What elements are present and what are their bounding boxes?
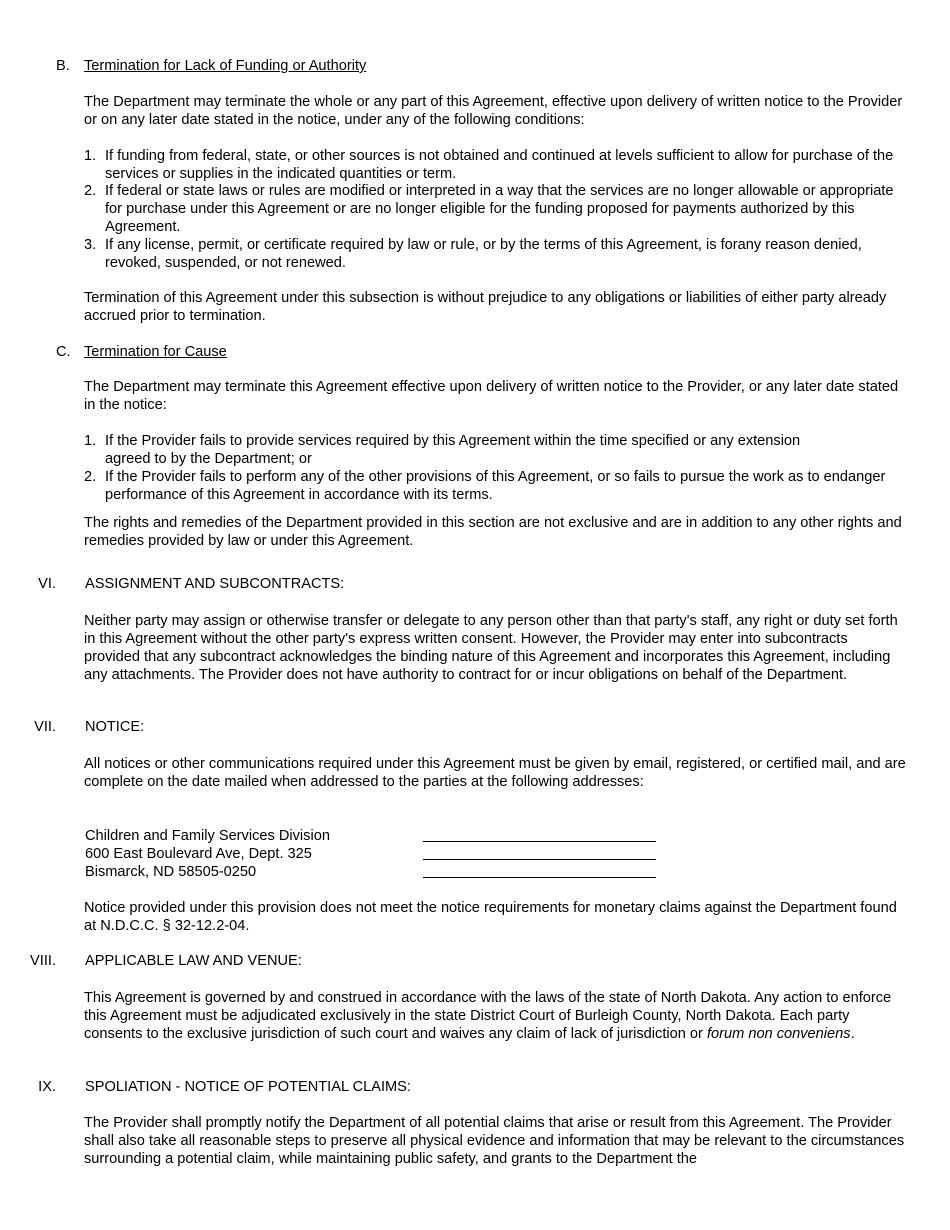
list-text: If any license, permit, or certificate required by law or rule, or by the terms of this Agreement, is forany reason denied, revoked, suspended, or not renewed. — [105, 237, 862, 271]
section-ix-title: SPOLIATION - NOTICE OF POTENTIAL CLAIMS: — [85, 1079, 411, 1095]
list-number: 3. — [84, 237, 97, 253]
section-ix-numeral: IX. — [38, 1079, 56, 1095]
list-number: 1. — [84, 433, 97, 449]
list-text: If the Provider fails to perform any of the other provisions of this Agreement, or so fails to pursue the work as to endanger performance of this Agreement in accordance with its terms. — [105, 469, 886, 503]
list-text: If the Provider fails to provide services required by this Agreement within the time specified or any extension agreed to by the Department; or — [105, 433, 801, 467]
section-viii-title: APPLICABLE LAW AND VENUE: — [85, 953, 302, 969]
section-viii-body-text: This Agreement is governed by and construed in accordance with the laws of the state of North Dakota. Any action to enforce this Agreement must be adjudicated exclusively in the state District Court of Burleigh County, North Dakota. Each party consents to the exclusive jurisdiction of such court and waives any claim of lack of jurisdiction or — [84, 990, 892, 1042]
section-c-closing: The rights and remedies of the Department provided in this section are not exclusive and are in addition to any other rights and remedies provided by law or under this Agreement. — [84, 515, 902, 549]
section-ix-body: The Provider shall promptly notify the Department of all potential claims that arise or result from this Agreement. The Provider shall also take all reasonable steps to preserve all physical evidence and information that may be relevant to the circumstances surrounding a potential claim, while maintaining public safety, and grants to the Department the — [84, 1115, 905, 1167]
section-vii-closing: Notice provided under this provision does not meet the notice requirements for monetary claims against the Department found at N.D.C.C. § 32-12.2-04. — [84, 900, 897, 934]
list-number: 1. — [84, 148, 97, 164]
section-vii-title: NOTICE: — [85, 719, 145, 735]
section-c-intro: The Department may terminate this Agreement effective upon delivery of written notice to the Provider, or any later date stated in the notice: — [84, 379, 899, 413]
blank-address-line — [423, 859, 656, 860]
section-viii-body — [84, 989, 906, 1043]
address-line: Children and Family Services Division — [85, 828, 330, 844]
list-text: If funding from federal, state, or other sources is not obtained and continued at levels sufficient to allow for purchase of the services or supplies in the indicated quantities or term. — [105, 148, 894, 182]
blank-address-line — [423, 877, 656, 878]
section-viii-body-end: . — [850, 1026, 855, 1042]
section-b-letter: B. — [56, 58, 70, 74]
section-vi-title: ASSIGNMENT AND SUBCONTRACTS: — [85, 576, 345, 592]
section-vi-body: Neither party may assign or otherwise transfer or delegate to any person other than that party's staff, any right or duty set forth in this Agreement without the other party's express written consent. However, the Provider may enter into subcontracts provided that any subcontract acknowledges the binding nature of this Agreement and incorporates this Agreement, including any attachments. The Provider does not have authority to contract for or incur obligations on behalf of the Department. — [84, 613, 898, 683]
list-number: 2. — [84, 469, 97, 485]
section-b-title: Termination for Lack of Funding or Authority — [84, 58, 367, 74]
address-line: 600 East Boulevard Ave, Dept. 325 — [85, 846, 312, 862]
section-c-title: Termination for Cause — [84, 344, 227, 360]
latin-term: forum non conveniens — [706, 1026, 851, 1042]
section-viii-numeral: VIII. — [30, 953, 56, 969]
section-c-letter: C. — [56, 344, 71, 360]
blank-address-line — [423, 841, 656, 842]
section-b-intro: The Department may terminate the whole or any part of this Agreement, effective upon delivery of written notice to the Provider or on any later date stated in the notice, under any of the following conditions: — [84, 94, 903, 128]
section-b-closing: Termination of this Agreement under this subsection is without prejudice to any obligations or liabilities of either party already accrued prior to termination. — [84, 290, 887, 324]
section-vi-numeral: VI. — [38, 576, 56, 592]
section-vii-numeral: VII. — [34, 719, 56, 735]
section-vii-body: All notices or other communications required under this Agreement must be given by email, registered, or certified mail, and are complete on the date mailed when addressed to the parties at the following addresses: — [84, 756, 906, 790]
address-line: Bismarck, ND 58505-0250 — [85, 864, 257, 880]
list-number: 2. — [84, 183, 97, 199]
list-text: If federal or state laws or rules are modified or interpreted in a way that the services are no longer allowable or appropriate for purchase under this Agreement or are no longer eligible for the funding proposed for payments authorized by this Agreement. — [105, 183, 894, 235]
